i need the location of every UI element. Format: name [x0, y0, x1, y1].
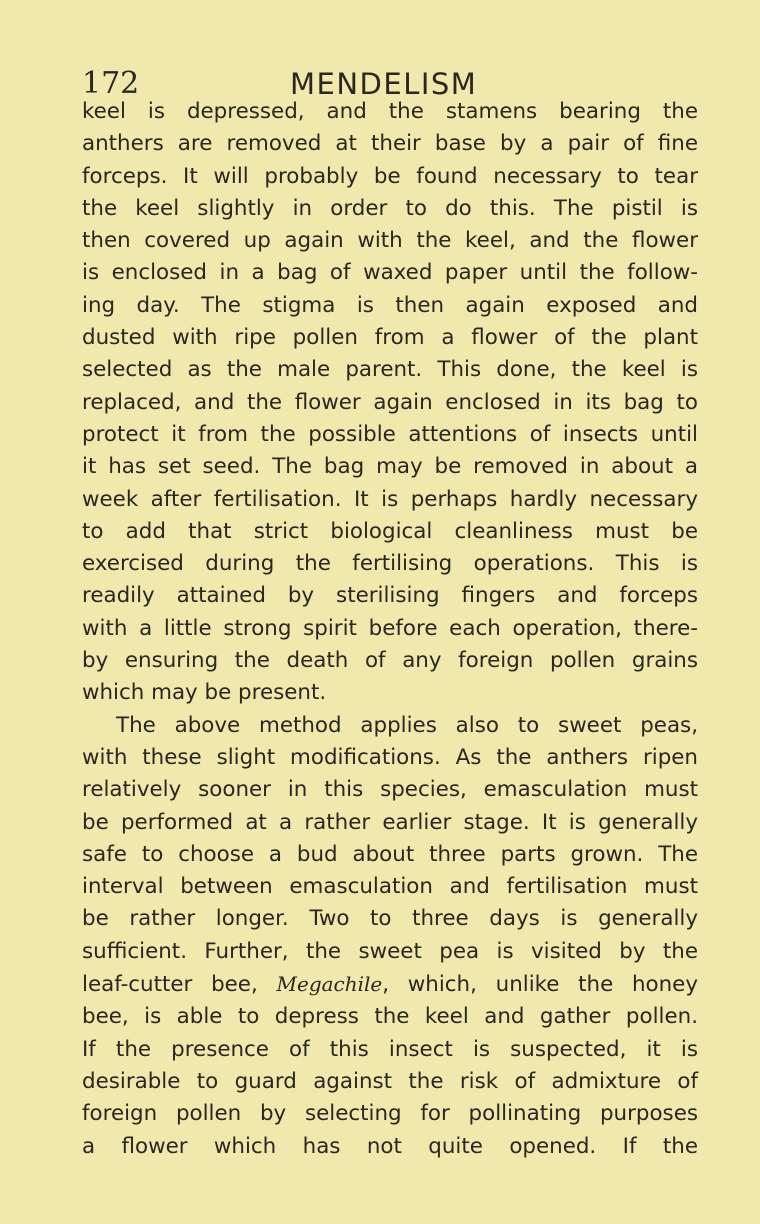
text-line: foreign pollen by selecting for pollinating purposes — [82, 1101, 698, 1127]
text-line: with a little strong spirit before each operation, there- — [82, 615, 698, 641]
text-line: then covered up again with the keel, and the flower — [82, 228, 698, 254]
running-title: MENDELISM — [290, 67, 478, 101]
text-line: safe to choose a bud about three parts grown. The — [82, 841, 698, 867]
text-line: it has set seed. The bag may be removed in about a — [82, 454, 698, 480]
text-line: keel is depressed, and the stamens bearing the — [82, 99, 698, 124]
text-line: replaced, and the flower again enclosed in its bag to — [82, 389, 698, 415]
text-line: the keel slightly in order to do this. The pistil is — [82, 195, 698, 221]
text-line: relatively sooner in this species, emasculation must — [82, 777, 698, 803]
text-line: which may be present. — [82, 680, 327, 706]
text-line: The above method applies also to sweet peas, — [116, 712, 698, 738]
text-line: selected as the male parent. This done, the keel is — [82, 357, 698, 383]
text-line: dusted with ripe pollen from a flower of the plant — [82, 325, 698, 351]
text-line: anthers are removed at their base by a pair of fine — [82, 131, 698, 157]
text-line: sufficient. Further, the sweet pea is visited by the — [82, 938, 698, 964]
text-line: If the presence of this insect is suspected, it is — [82, 1036, 698, 1062]
text-segment: , which, unlike the honey — [382, 972, 698, 998]
italic-genus-name: Megachile — [276, 972, 383, 997]
text-line: bee, is able to depress the keel and gather pollen. — [82, 1004, 698, 1030]
text-line: forceps. It will probably be found necessary to tear — [82, 163, 698, 189]
text-line: exercised during the fertilising operations. This is — [82, 551, 698, 577]
text-line-with-italic — [82, 968, 698, 1001]
text-line: week after fertilisation. It is perhaps hardly necessary — [82, 486, 698, 512]
page-number: 172 — [82, 66, 140, 101]
text-line: ing day. The stigma is then again exposed and — [82, 292, 698, 318]
text-line: desirable to guard against the risk of admixture of — [82, 1068, 698, 1094]
text-line: be rather longer. Two to three days is generally — [82, 906, 698, 932]
text-line: readily attained by sterilising fingers and forceps — [82, 583, 698, 609]
text-line: be performed at a rather earlier stage. It is generally — [82, 809, 698, 835]
body-text — [82, 96, 698, 1163]
text-line: interval between emasculation and fertilisation must — [82, 874, 698, 900]
text-line: by ensuring the death of any foreign pollen grains — [82, 648, 698, 674]
text-line: protect it from the possible attentions of insects until — [82, 421, 698, 447]
text-line: a flower which has not quite opened. If the — [82, 1133, 698, 1159]
text-line: to add that strict biological cleanliness must be — [82, 518, 698, 544]
text-line: with these slight modifications. As the anthers ripen — [82, 744, 698, 770]
text-segment: leaf-cutter bee, — [82, 972, 277, 998]
text-line: is enclosed in a bag of waxed paper until the follow- — [82, 260, 698, 286]
